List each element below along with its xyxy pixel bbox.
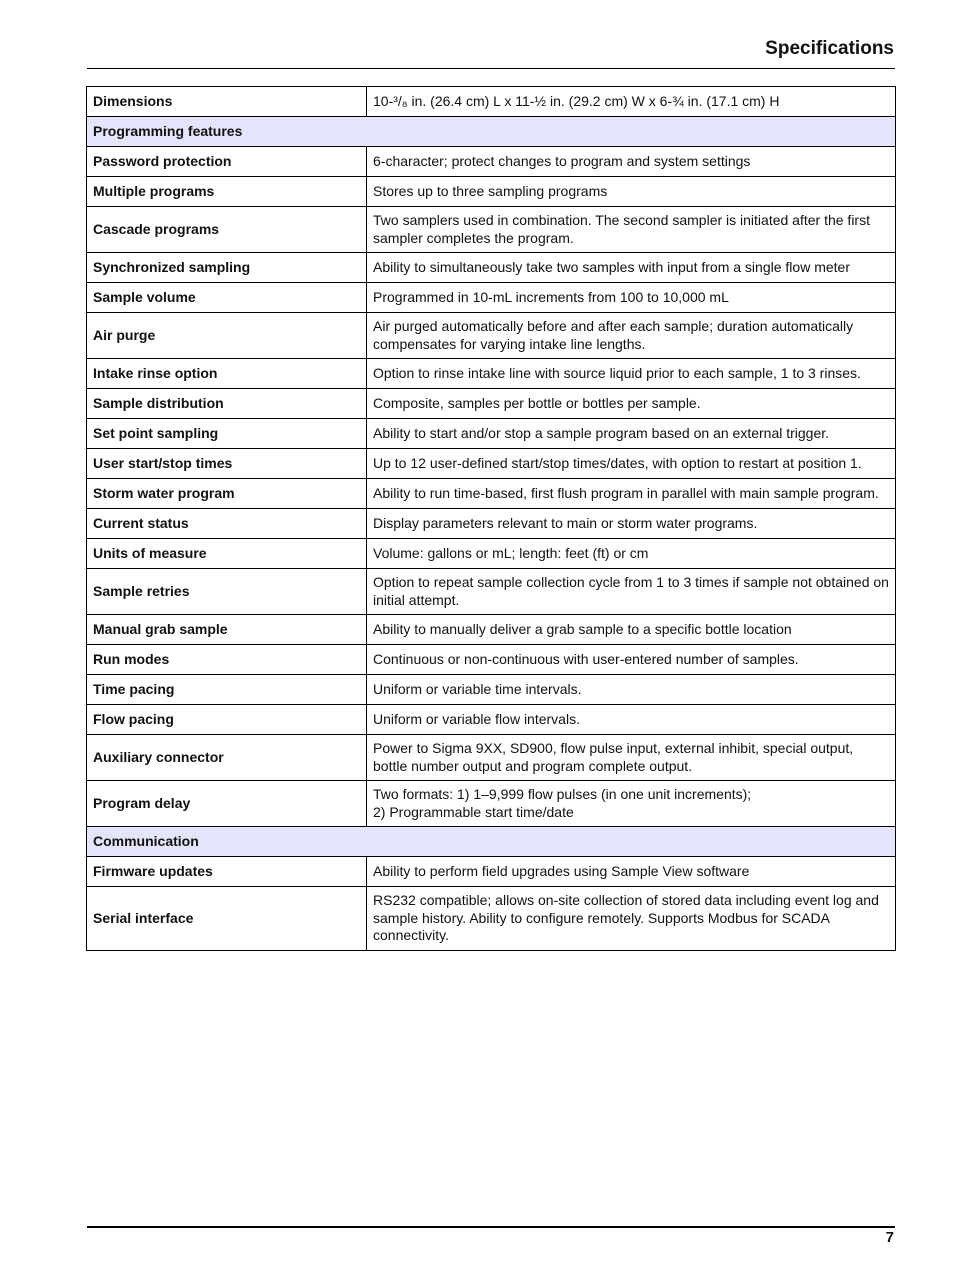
table-row bbox=[87, 705, 896, 735]
spec-label: Air purge bbox=[87, 313, 367, 359]
spec-label: Current status bbox=[87, 509, 367, 539]
table-row bbox=[87, 147, 896, 177]
spec-label: Program delay bbox=[87, 781, 367, 827]
spec-label: Dimensions bbox=[87, 87, 367, 117]
spec-label: Synchronized sampling bbox=[87, 253, 367, 283]
spec-value: Option to rinse intake line with source liquid prior to each sample, 1 to 3 rinses. bbox=[367, 359, 896, 389]
spec-value: Option to repeat sample collection cycle from 1 to 3 times if sample not obtained on initial attempt. bbox=[367, 569, 896, 615]
table-row bbox=[87, 675, 896, 705]
table-row bbox=[87, 645, 896, 675]
spec-value: Volume: gallons or mL; length: feet (ft) or cm bbox=[367, 539, 896, 569]
spec-value: Stores up to three sampling programs bbox=[367, 177, 896, 207]
section-heading: Programming features bbox=[87, 117, 896, 147]
spec-value: Air purged automatically before and after each sample; duration automatically compensates for varying intake line lengths. bbox=[367, 313, 896, 359]
spec-value-line: Two formats: 1) 1–9,999 flow pulses (in one unit increments); bbox=[373, 786, 752, 802]
spec-value: Uniform or variable flow intervals. bbox=[367, 705, 896, 735]
spec-label: Set point sampling bbox=[87, 419, 367, 449]
section-row-programming bbox=[87, 117, 896, 147]
section-heading: Communication bbox=[87, 827, 896, 857]
spec-label: Auxiliary connector bbox=[87, 735, 367, 781]
page-number: 7 bbox=[885, 1229, 894, 1246]
table-row bbox=[87, 359, 896, 389]
spec-value: Continuous or non-continuous with user-entered number of samples. bbox=[367, 645, 896, 675]
spec-value: Programmed in 10-mL increments from 100 to 10,000 mL bbox=[367, 283, 896, 313]
spec-label: Sample retries bbox=[87, 569, 367, 615]
table-row bbox=[87, 479, 896, 509]
section-row-communication bbox=[87, 827, 896, 857]
spec-value: RS232 compatible; allows on-site collection of stored data including event log and sample history. Ability to configure remotely. Supports Modbus for SCADA connectivity. bbox=[367, 887, 896, 951]
spec-label: Units of measure bbox=[87, 539, 367, 569]
spec-label: Time pacing bbox=[87, 675, 367, 705]
table-row bbox=[87, 857, 896, 887]
table-row bbox=[87, 283, 896, 313]
table-row bbox=[87, 781, 896, 827]
spec-label: Flow pacing bbox=[87, 705, 367, 735]
spec-label: Firmware updates bbox=[87, 857, 367, 887]
table-row bbox=[87, 887, 896, 951]
table-row bbox=[87, 449, 896, 479]
spec-label: Storm water program bbox=[87, 479, 367, 509]
spec-value: Composite, samples per bottle or bottles per sample. bbox=[367, 389, 896, 419]
spec-value: Ability to manually deliver a grab sample to a specific bottle location bbox=[367, 615, 896, 645]
spec-label: Manual grab sample bbox=[87, 615, 367, 645]
spec-label: Multiple programs bbox=[87, 177, 367, 207]
spec-label: Cascade programs bbox=[87, 207, 367, 253]
table-row bbox=[87, 615, 896, 645]
spec-value: Power to Sigma 9XX, SD900, flow pulse input, external inhibit, special output, bottle number output and program complete output. bbox=[367, 735, 896, 781]
table-row bbox=[87, 313, 896, 359]
spec-value: Ability to simultaneously take two samples with input from a single flow meter bbox=[367, 253, 896, 283]
header-divider bbox=[87, 68, 895, 69]
spec-value: 10-³/₈ in. (26.4 cm) L x 11-½ in. (29.2 cm) W x 6-¾ in. (17.1 cm) H bbox=[367, 87, 896, 117]
table-row bbox=[87, 539, 896, 569]
spec-value-line: 2) Programmable start time/date bbox=[373, 803, 574, 820]
spec-value: Two samplers used in combination. The second sampler is initiated after the first sampler completes the program. bbox=[367, 207, 896, 253]
spec-label: Intake rinse option bbox=[87, 359, 367, 389]
table-row bbox=[87, 735, 896, 781]
spec-value: 6-character; protect changes to program and system settings bbox=[367, 147, 896, 177]
spec-value: Uniform or variable time intervals. bbox=[367, 675, 896, 705]
table-row bbox=[87, 389, 896, 419]
spec-label: Password protection bbox=[87, 147, 367, 177]
table-row bbox=[87, 177, 896, 207]
table-row bbox=[87, 509, 896, 539]
table-row bbox=[87, 569, 896, 615]
spec-label: Sample distribution bbox=[87, 389, 367, 419]
spec-label: Serial interface bbox=[87, 887, 367, 951]
spec-label: User start/stop times bbox=[87, 449, 367, 479]
spec-value: Up to 12 user-defined start/stop times/dates, with option to restart at position 1. bbox=[367, 449, 896, 479]
spec-label: Run modes bbox=[87, 645, 367, 675]
spec-value: Ability to start and/or stop a sample program based on an external trigger. bbox=[367, 419, 896, 449]
spec-label: Sample volume bbox=[87, 283, 367, 313]
specifications-table bbox=[86, 86, 896, 951]
table-row bbox=[87, 253, 896, 283]
table-row bbox=[87, 419, 896, 449]
spec-value: Ability to run time-based, first flush program in parallel with main sample program. bbox=[367, 479, 896, 509]
table-row bbox=[87, 87, 896, 117]
spec-value bbox=[367, 781, 896, 827]
spec-value: Ability to perform field upgrades using Sample View software bbox=[367, 857, 896, 887]
spec-value: Display parameters relevant to main or storm water programs. bbox=[367, 509, 896, 539]
footer-divider bbox=[87, 1226, 895, 1228]
page-title: Specifications bbox=[765, 38, 894, 59]
table-row bbox=[87, 207, 896, 253]
